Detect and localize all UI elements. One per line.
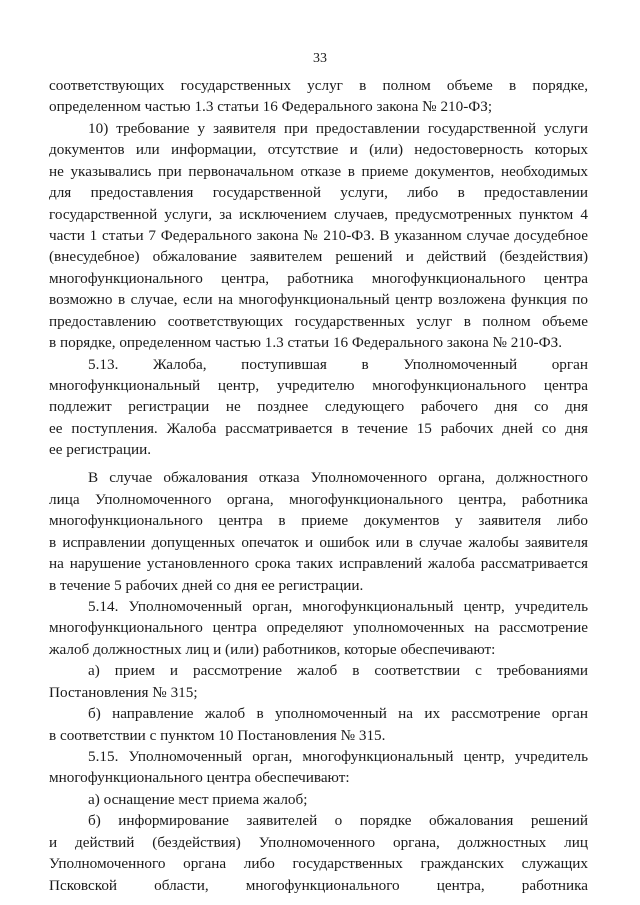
text-line: документов или информации, отсутствие и (или) недостоверность которых [49, 141, 588, 158]
text-line: государственной услуги, за исключением случаев, предусмотренных пунктом 4 [49, 206, 588, 223]
text-line: б) направление жалоб в уполномоченный на их рассмотрение орган [88, 705, 588, 722]
text-line: возможно в случае, если на многофункциональный центр возложена функция по [49, 291, 588, 308]
text-line: предоставлению соответствующих государственных услуг в полном объеме [49, 313, 588, 330]
text-line: и действий (бездействия) Уполномоченного органа, должностных лиц [49, 834, 588, 851]
text-line: многофункционального центра, работника многофункционального центра [49, 270, 588, 287]
text-line: 10) требование у заявителя при предоставлении государственной услуги [88, 120, 588, 137]
text-line: 5.15. Уполномоченный орган, многофункциональный центр, учредитель [88, 748, 588, 765]
text-line: многофункционального центра определяют уполномоченных на рассмотрение [49, 619, 588, 636]
text-line: а) оснащение мест приема жалоб; [88, 791, 308, 808]
text-line: ее поступления. Жалоба рассматривается в течение 15 рабочих дней со дня [49, 420, 588, 437]
text-line: не указывались при первоначальном отказе в приеме документов, необходимых [49, 163, 588, 180]
text-line: Псковской области, многофункционального центра, работника [49, 877, 588, 894]
text-line: в соответствии с пунктом 10 Постановления № 315. [49, 727, 386, 744]
text-line: на нарушение установленного срока таких исправлений жалоба рассматривается [49, 555, 588, 572]
text-line: ее регистрации. [49, 441, 152, 458]
text-line: в исправлении допущенных опечаток и ошибок или в случае жалобы заявителя [49, 534, 588, 551]
text-line: 5.14. Уполномоченный орган, многофункциональный центр, учредитель [88, 598, 588, 615]
text-line: многофункционального центра в приеме документов у заявителя либо [49, 512, 588, 529]
text-line: подлежит регистрации не позднее следующего рабочего дня со дня [49, 398, 588, 415]
text-line: определенном частью 1.3 статьи 16 Федерального закона № 210-ФЗ; [49, 98, 493, 115]
text-line: а) прием и рассмотрение жалоб в соответствии с требованиями [88, 662, 588, 679]
text-line: жалоб должностных лиц и (или) работников, которые обеспечивают: [49, 641, 496, 658]
text-line: 5.13. Жалоба, поступившая в Уполномоченный орган [88, 356, 588, 373]
text-line: многофункциональный центр, учредителю многофункционального центра [49, 377, 588, 394]
text-line: лица Уполномоченного органа, многофункционального центра, работника [49, 491, 588, 508]
page-number: 33 [313, 51, 327, 66]
text-line: б) информирование заявителей о порядке обжалования решений [88, 812, 588, 829]
text-line: в порядке, определенном частью 1.3 статьи 16 Федерального закона № 210-ФЗ. [49, 334, 563, 351]
text-line: В случае обжалования отказа Уполномоченного органа, должностного [88, 469, 588, 486]
text-line: соответствующих государственных услуг в полном объеме в порядке, [49, 77, 588, 94]
text-line: части 1 статьи 7 Федерального закона № 210-ФЗ. В указанном случае досудебное [49, 227, 588, 244]
text-line: Уполномоченного органа либо государственных гражданских служащих [49, 855, 588, 872]
text-line: Постановления № 315; [49, 684, 198, 701]
text-line: (внесудебное) обжалование заявителем решений и действий (бездействия) [49, 248, 588, 265]
text-line: для предоставления государственной услуги, либо в предоставлении [49, 184, 588, 201]
text-line: многофункционального центра обеспечивают: [49, 769, 350, 786]
text-line: в течение 5 рабочих дней со дня ее регистрации. [49, 577, 364, 594]
